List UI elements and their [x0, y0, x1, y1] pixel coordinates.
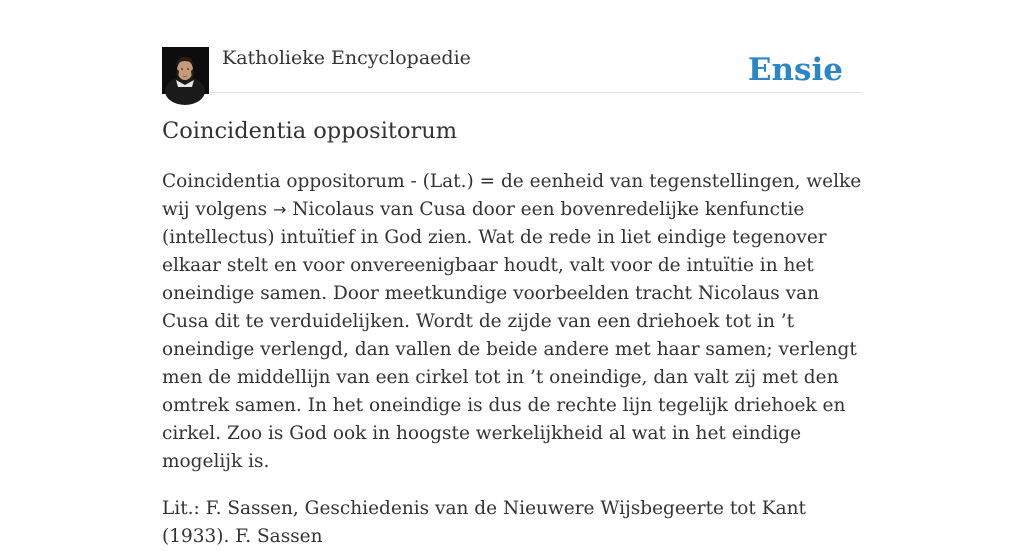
article-content [162, 168, 862, 551]
portrait-avatar-icon[interactable] [162, 47, 209, 94]
brand-logo[interactable]: Ensie [747, 52, 843, 88]
article-body-part1: Coincidentia oppositorum - (Lat.) = de eenheid van tegenstellingen, welke wij volgens [162, 171, 862, 220]
site-header [162, 46, 862, 93]
arrow-right-icon: → [272, 200, 287, 219]
literature-reference: Lit.: F. Sassen, Geschiedenis van de Nieuwere Wijsbegeerte tot Kant (1933). F. Sassen [162, 498, 806, 547]
article-body-part2: Nicolaus van Cusa door een bovenredelijke kenfunctie (intellectus) intuïtief in God zien. Wat de rede in liet eindige tegenover elkaar stelt en voor onvereenigbaar houdt, valt voor de intuïtie in het oneindige samen. Door meetkundige voorbeelden tracht Nicolaus van Cusa dit te verduidelijken. Wordt de zijde van een driehoek tot in ’t oneindige verlengd, dan vallen de beide andere met haar samen; verlengt men de middellijn van een cirkel tot in ’t oneindige, dan valt zij met den omtrek samen. In het oneindige is dus de rechte lijn tegelijk driehoek en cirkel. Zoo is God ook in hoogste werkelijkheid al wat in het eindige mogelijk is. [162, 199, 857, 472]
article-body [162, 168, 862, 476]
source-name[interactable]: Katholieke Encyclopaedie [222, 47, 471, 69]
page-title: Coincidentia oppositorum [162, 118, 458, 144]
